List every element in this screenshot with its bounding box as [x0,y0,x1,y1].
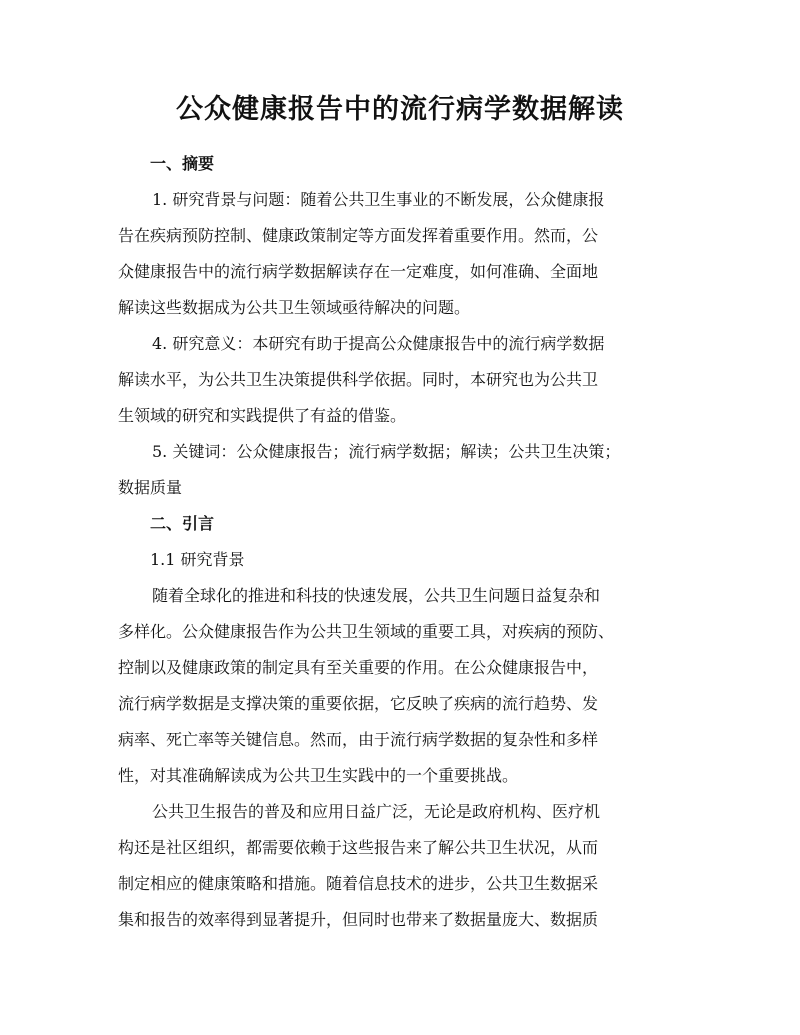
document-title: 公众健康报告中的流行病学数据解读 [176,94,624,125]
section-heading-introduction: 二、引言 [150,514,215,533]
paragraph-keywords: 5. 关键词：公众健康报告；流行病学数据；解读；公共卫生决策； 数据质量 [118,442,621,497]
section-heading-abstract: 一、摘要 [150,154,215,173]
paragraph-significance: 4. 研究意义：本研究有助于提高公众健康报告中的流行病学数据 解读水平，为公共卫生决策提供科学依据。同时，本研究也为公共卫 生领域的研究和实践提供了有益的借鉴。 [118,334,605,425]
document-body [118,146,688,938]
paragraph-intro-2: 公共卫生报告的普及和应用日益广泛，无论是政府机构、医疗机 构还是社区组织，都需要依赖于这些报告来了解公共卫生状况，从而 制定相应的健康策略和措施。随着信息技术的进步，公共卫生数据采 集和报告的效率得到显著提升，但同时也带来了数据量庞大、数据质 [118,802,601,929]
subsection-heading-background: 1.1 研究背景 [150,550,245,569]
paragraph-intro-1: 随着全球化的推进和科技的快速发展，公共卫生问题日益复杂和 多样化。公众健康报告作为公共卫生领域的重要工具，对疾病的预防、 控制以及健康政策的制定具有至关重要的作用。在公众健康报告中， 流行病学数据是支撑决策的重要依据，它反映了疾病的流行趋势、发 病率、死亡率等关键信息。然而，由于流行病学数据的复杂性和多样 性，对其准确解读成为公共卫生实践中的一个重要挑战。 [118,586,615,785]
paragraph-background: 1. 研究背景与问题：随着公共卫生事业的不断发展，公众健康报 告在疾病预防控制、健康政策制定等方面发挥着重要作用。然而，公 众健康报告中的流行病学数据解读存在一定难度，如何准确、全面地 解读这些数据成为公共卫生领域亟待解决的问题。 [118,190,605,317]
